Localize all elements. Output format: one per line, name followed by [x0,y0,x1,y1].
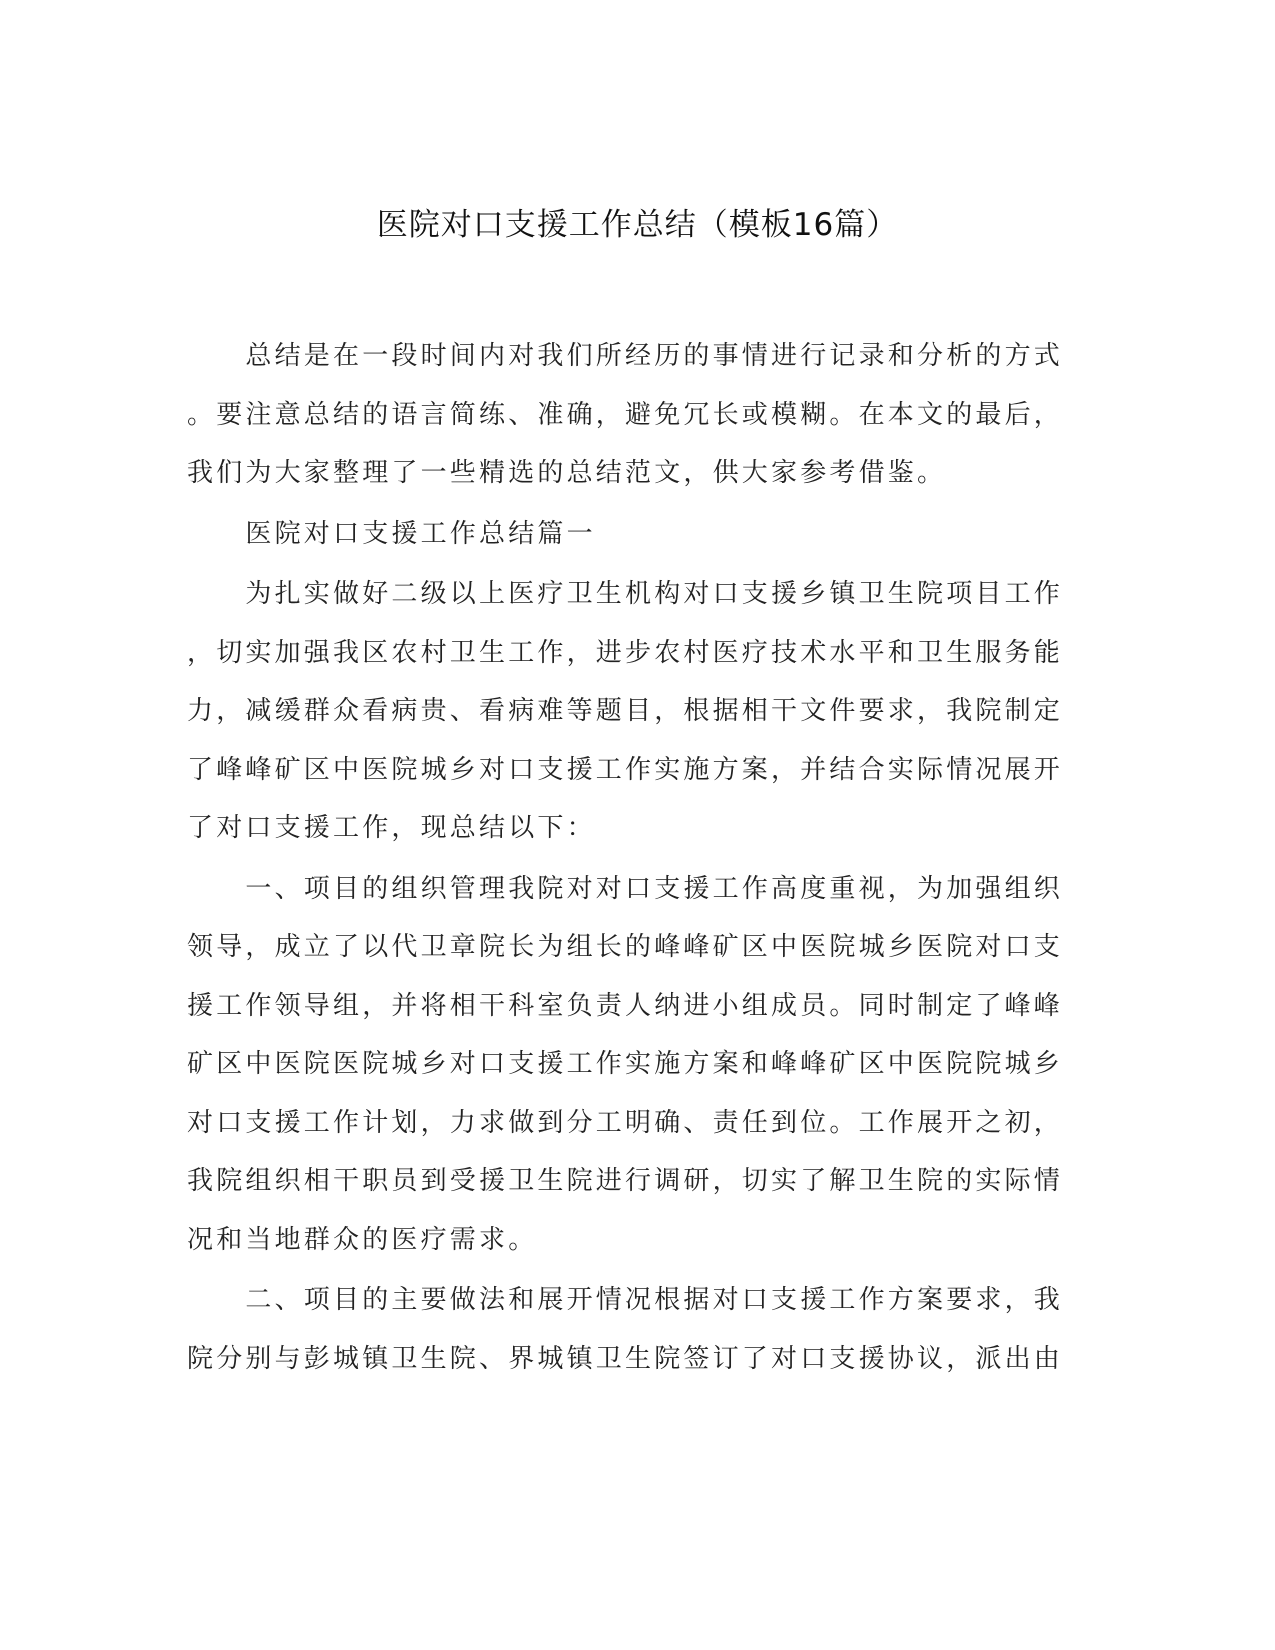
document-body [187,327,1067,1388]
text-line: 援工作领导组，并将相干科室负责人纳进小组成员。同时制定了峰峰 [187,990,1064,1021]
paragraph [187,1271,1067,1388]
text-line: 为扎实做好二级以上医疗卫生机构对口支援乡镇卫生院项目工作 [187,579,1064,609]
section-heading [187,505,1067,564]
text-line: ，切实加强我区农村卫生工作，进步农村医疗技术水平和卫生服务能 [187,637,1064,668]
text-line: 力，减缓群众看病贵、看病难等题目，根据相干文件要求，我院制定 [187,696,1064,726]
paragraph [187,565,1067,858]
paragraph [187,860,1067,1270]
text-line: 了对口支援工作，现总结以下： [187,813,596,843]
text-line: 对口支援工作计划，力求做到分工明确、责任到位。工作展开之初， [187,1107,1064,1138]
text-line: 总结是在一段时间内对我们所经历的事情进行记录和分析的方式 [187,341,1064,371]
text-line: 了峰峰矿区中医院城乡对口支援工作实施方案，并结合实际情况展开 [187,754,1064,785]
text-line: 况和当地群众的医疗需求。 [187,1224,538,1255]
text-line: 医院对口支援工作总结篇一 [187,518,596,549]
text-line: 二、项目的主要做法和展开情况根据对口支援工作方案要求，我 [187,1285,1064,1315]
text-line: 领导，成立了以代卫章院长为组长的峰峰矿区中医院城乡医院对口支 [187,932,1064,962]
text-line: 矿区中医院医院城乡对口支援工作实施方案和峰峰矿区中医院院城乡 [187,1049,1064,1079]
text-line: 院分别与彭城镇卫生院、界城镇卫生院签订了对口支援协议，派出由 [187,1343,1064,1374]
text-line: 。要注意总结的语言简练、准确，避免冗长或模糊。在本文的最后， [187,399,1064,430]
text-line: 我们为大家整理了一些精选的总结范文，供大家参考借鉴。 [187,458,947,488]
text-line: 一、项目的组织管理我院对对口支援工作高度重视，为加强组织 [187,873,1064,904]
paragraph [187,327,1067,503]
text-line: 我院组织相干职员到受援卫生院进行调研，切实了解卫生院的实际情 [187,1166,1064,1196]
document-title: 医院对口支援工作总结（模板16篇） [376,207,899,243]
